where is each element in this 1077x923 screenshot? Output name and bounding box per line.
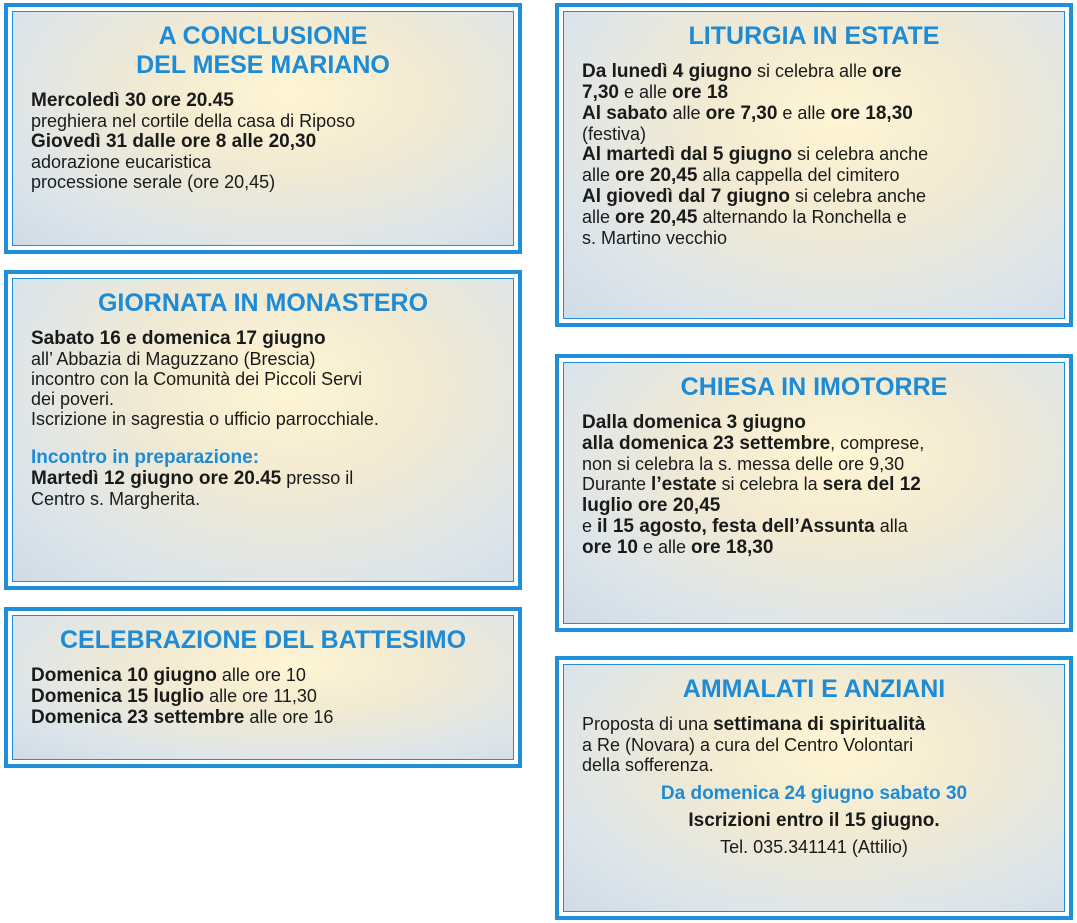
event-date: Giovedì 31 dalle ore 8 alle 20,30 xyxy=(31,131,317,152)
date-range: Da domenica 24 giugno sabato 30 xyxy=(660,783,968,804)
box-liturgia-estate: LITURGIA IN ESTATE Da lunedì 4 giugno si celebra alle ore 7,30 e alle ore 18 Al sabato alle ore 7,30 e alle ore 18,30 (festiva) Al martedì dal 5 giugno si celebra anche alle ore 20,45 alla cappella del cimitero Al giovedì dal 7 giugno si celebra anche alle ore 20,45 alternando la Ronchella e s. Martino vecchio xyxy=(555,3,1073,327)
box-title: GIORNATA IN MONASTERO xyxy=(97,289,429,317)
box-chiesa-imotorre: CHIESA IN IMOTORRE Dalla domenica 3 giugno alla domenica 23 settembre, comprese, non si celebra la s. messa delle ore 9,30 Durante l’estate si celebra la sera del 12 luglio ore 20,45 e il 15 agosto, festa dell’Assunta alla ore 10 e alle ore 18,30 xyxy=(555,354,1073,632)
deadline: Iscrizioni entro il 15 giugno. xyxy=(688,810,940,831)
event-desc: dei poveri. xyxy=(31,389,115,409)
box-ammalati-anziani: AMMALATI E ANZIANI Proposta di una settimana di spiritualità a Re (Novara) a cura del Centro Volontari della sofferenza. Da domenica 24 giugno sabato 30 Iscrizioni entro il 15 giugno. Tel. 035.341141 (Attilio) xyxy=(555,656,1073,920)
list-item: Domenica 15 luglio alle ore 11,30 xyxy=(31,686,317,707)
box-title: A CONCLUSIONE DEL MESE MARIANO xyxy=(136,22,390,79)
event-date: Mercoledì 30 ore 20.45 xyxy=(31,90,234,111)
event-date: Sabato 16 e domenica 17 giugno xyxy=(31,328,326,349)
list-item: Domenica 10 giugno alle ore 10 xyxy=(31,665,306,686)
event-desc: processione serale (ore 20,45) xyxy=(31,172,276,192)
box-mese-mariano xyxy=(4,3,522,254)
list-item: Domenica 23 settembre alle ore 16 xyxy=(31,707,334,728)
subheading: Incontro in preparazione: xyxy=(31,447,260,468)
event-date: Martedì 12 giugno ore 20.45 xyxy=(31,468,282,489)
box-title: LITURGIA IN ESTATE xyxy=(688,22,940,50)
box-giornata-monastero: GIORNATA IN MONASTERO Sabato 16 e domenica 17 giugno all’ Abbazia di Maguzzano (Brescia) incontro con la Comunità dei Piccoli Servi dei poveri. Iscrizione in sagrestia o ufficio parrocchiale. Incontro in preparazione: Martedì 12 giugno ore 20.45 presso il Centro s. Margherita. xyxy=(4,270,522,590)
phone-contact: Tel. 035.341141 (Attilio) xyxy=(720,837,908,857)
box-title: CHIESA IN IMOTORRE xyxy=(680,373,948,401)
box-title: AMMALATI E ANZIANI xyxy=(682,675,946,703)
event-desc: all’ Abbazia di Maguzzano (Brescia) xyxy=(31,349,316,369)
event-desc: Iscrizione in sagrestia o ufficio parrocchiale. xyxy=(31,409,379,429)
box-title: CELEBRAZIONE DEL BATTESIMO xyxy=(59,626,467,654)
box-battesimo xyxy=(4,607,522,768)
event-desc: preghiera nel cortile della casa di Riposo xyxy=(31,111,356,131)
event-desc: adorazione eucaristica xyxy=(31,152,212,172)
event-desc: incontro con la Comunità dei Piccoli Servi xyxy=(31,369,363,389)
event-desc: Centro s. Margherita. xyxy=(31,489,201,509)
